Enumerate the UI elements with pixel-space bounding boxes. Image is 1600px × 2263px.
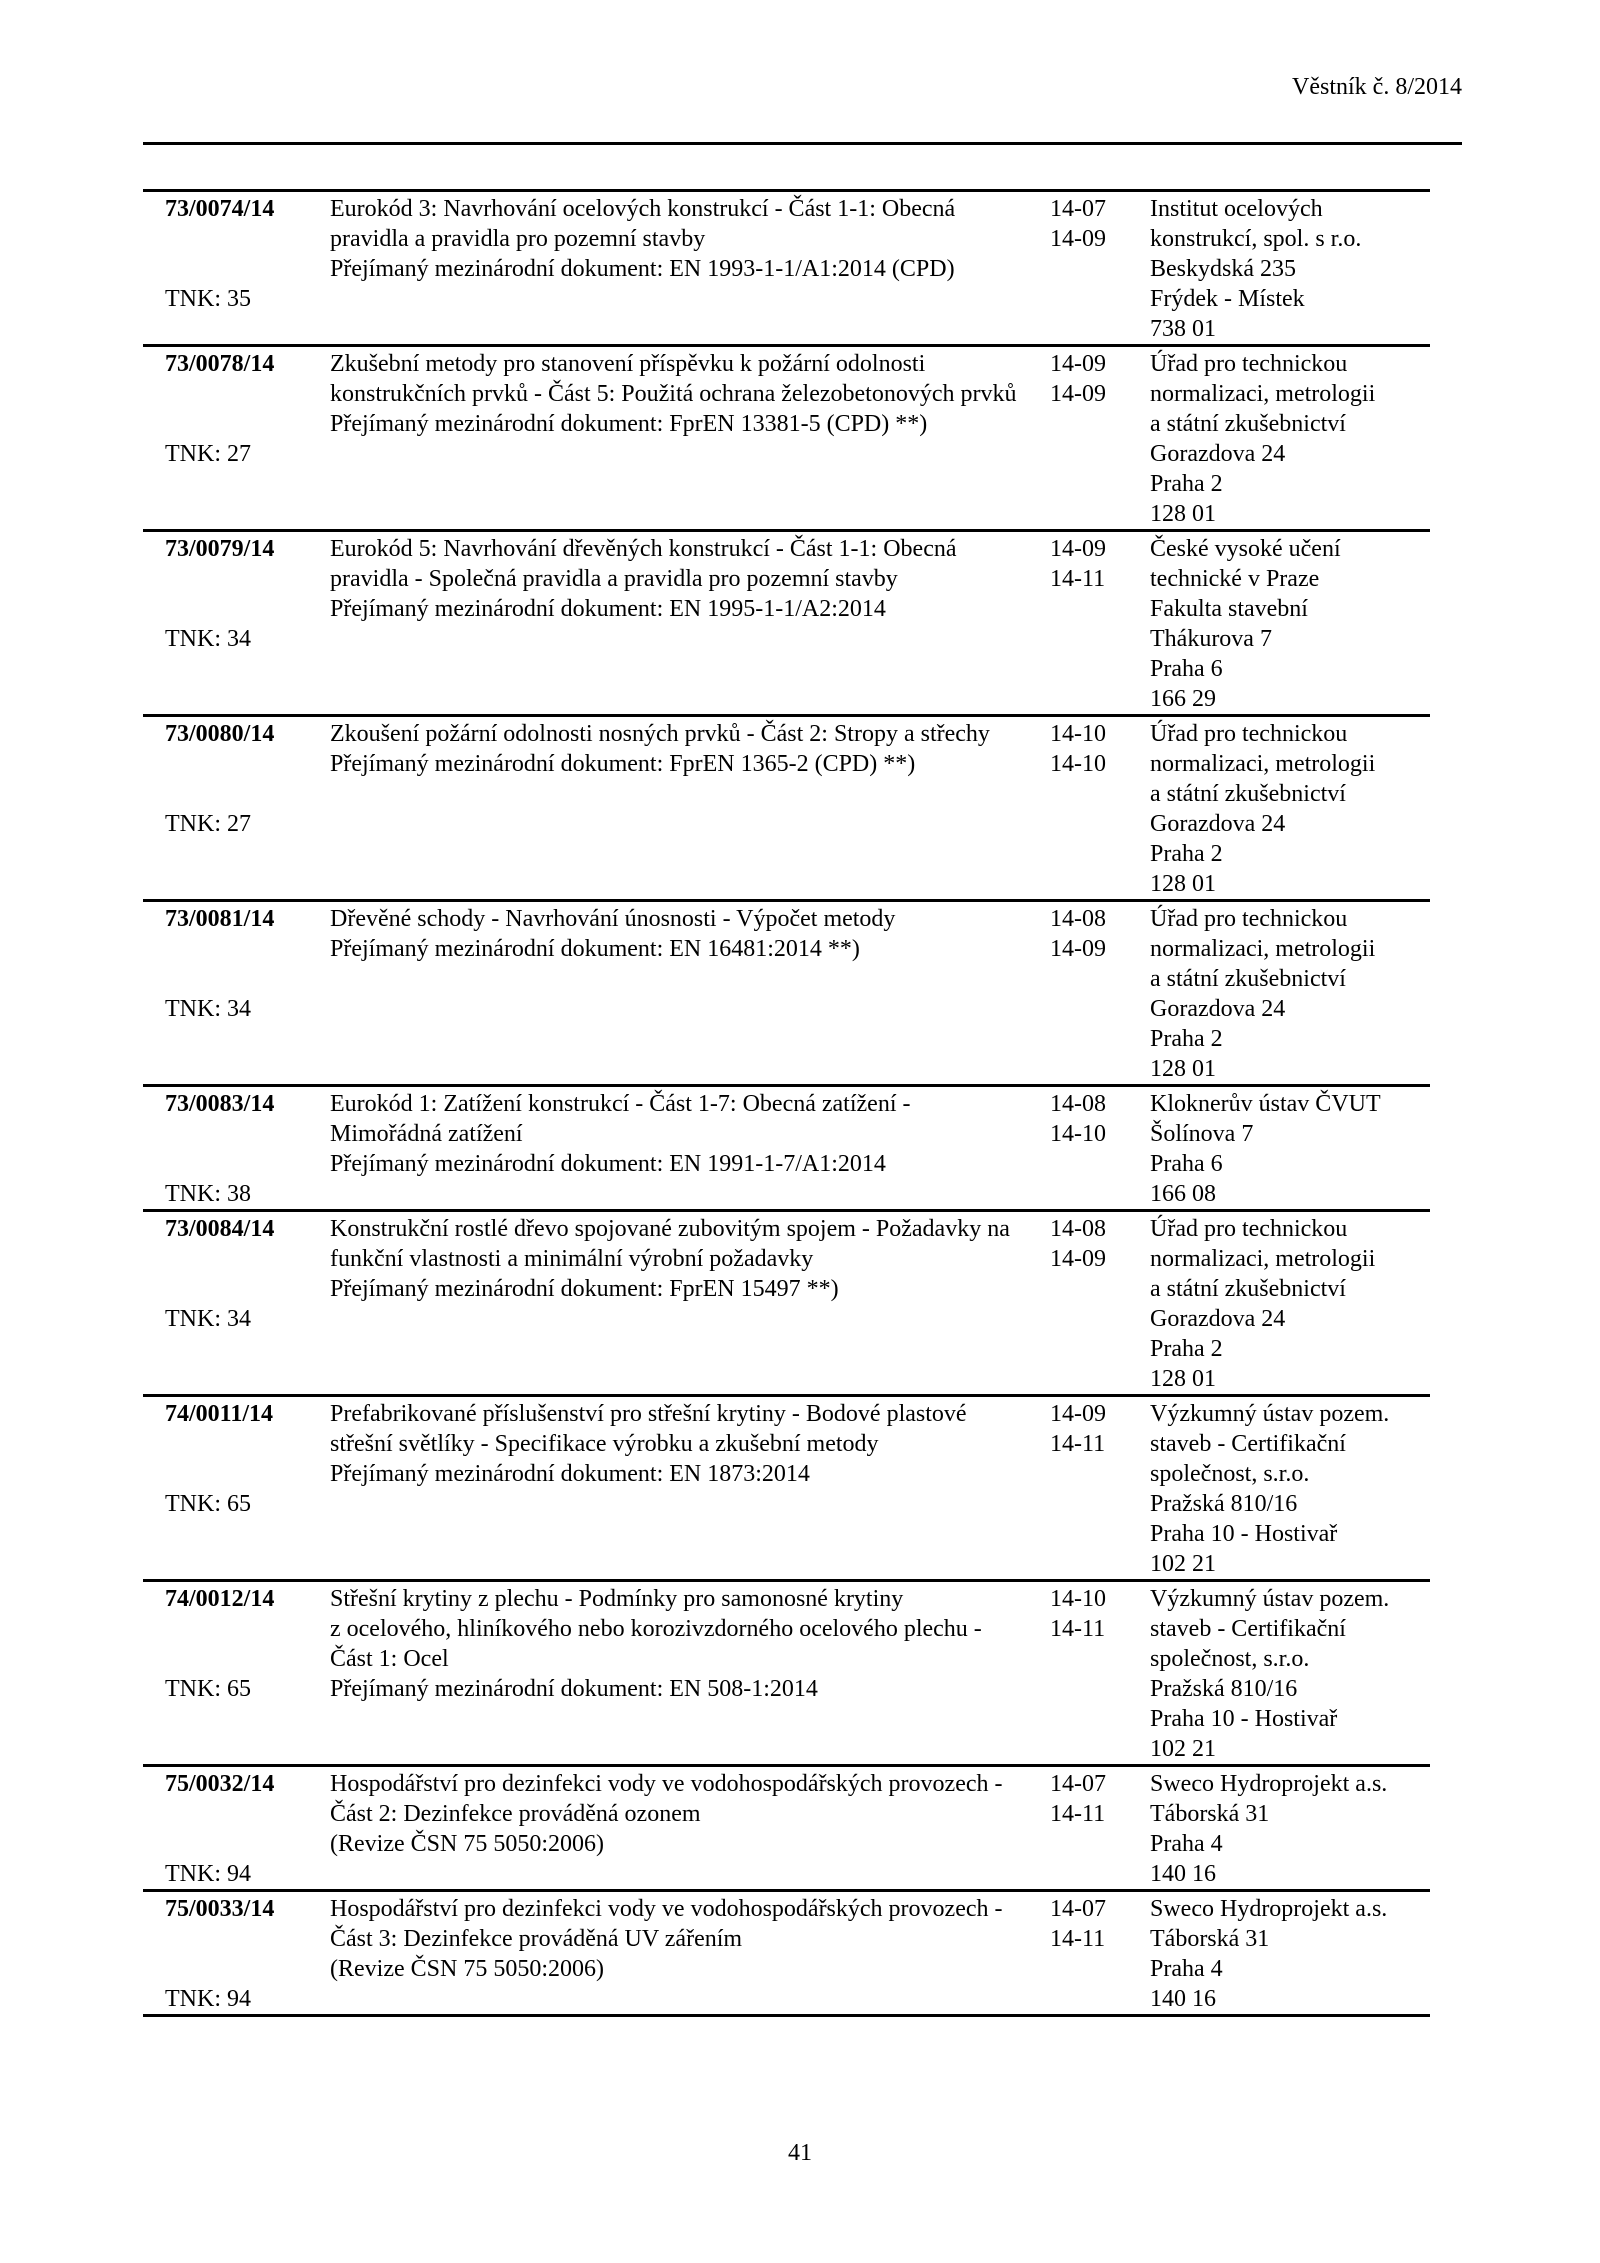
description-line: Eurokód 5: Navrhování dřevěných konstrukcí - Část 1-1: Obecná <box>330 536 957 562</box>
table-row <box>143 1579 1430 1764</box>
standards-table <box>143 189 1430 2017</box>
date-value: 14-07 <box>1050 1771 1106 1797</box>
table-row <box>143 1394 1430 1579</box>
date-value: 14-10 <box>1050 1121 1106 1147</box>
organization-line: Frýdek - Místek <box>1150 286 1305 312</box>
record-description <box>330 1089 1050 1209</box>
record-dates <box>1050 719 1150 899</box>
organization-line: 128 01 <box>1150 871 1216 897</box>
record-description <box>330 1584 1050 1764</box>
record-id: 74/0012/14 <box>165 1586 275 1612</box>
organization-line: Praha 2 <box>1150 471 1223 497</box>
organization-line: normalizaci, metrologii <box>1150 751 1376 777</box>
record-dates <box>1050 904 1150 1084</box>
date-value: 14-09 <box>1050 381 1106 407</box>
organization-line: konstrukcí, spol. s r.o. <box>1150 226 1362 252</box>
description-line: Část 2: Dezinfekce prováděná ozonem <box>330 1801 701 1827</box>
record-organization <box>1150 1089 1430 1209</box>
record-organization <box>1150 194 1430 344</box>
record-id-column <box>143 1089 330 1209</box>
organization-line: Šolínova 7 <box>1150 1121 1254 1147</box>
record-id-column <box>143 194 330 344</box>
organization-line: staveb - Certifikační <box>1150 1431 1346 1457</box>
organization-line: společnost, s.r.o. <box>1150 1461 1310 1487</box>
organization-line: Pražská 810/16 <box>1150 1676 1298 1702</box>
organization-line: Beskydská 235 <box>1150 256 1296 282</box>
date-value: 14-09 <box>1050 1246 1106 1272</box>
record-description <box>330 1399 1050 1579</box>
record-id: 73/0074/14 <box>165 196 275 222</box>
organization-line: Praha 4 <box>1150 1831 1223 1857</box>
record-description <box>330 349 1050 529</box>
record-id: 73/0078/14 <box>165 351 275 377</box>
record-id-column <box>143 349 330 529</box>
date-value: 14-11 <box>1050 1801 1106 1827</box>
organization-line: normalizaci, metrologii <box>1150 936 1376 962</box>
organization-line: Táborská 31 <box>1150 1801 1270 1827</box>
description-line: Eurokód 1: Zatížení konstrukcí - Část 1-7: Obecná zatížení - <box>330 1091 911 1117</box>
description-line: konstrukčních prvků - Část 5: Použitá ochrana železobetonových prvků <box>330 381 1017 407</box>
record-description <box>330 534 1050 714</box>
description-line: Zkušební metody pro stanovení příspěvku k požární odolnosti <box>330 351 926 377</box>
record-id: 73/0080/14 <box>165 721 275 747</box>
description-line: Přejímaný mezinárodní dokument: EN 508-1:2014 <box>330 1676 818 1702</box>
description-line: z ocelového, hliníkového nebo korozivzdorného ocelového plechu - <box>330 1616 982 1642</box>
record-description <box>330 1769 1050 1889</box>
organization-line: staveb - Certifikační <box>1150 1616 1346 1642</box>
record-organization <box>1150 1214 1430 1394</box>
record-id: 75/0032/14 <box>165 1771 275 1797</box>
tnk-label: TNK: 27 <box>165 811 251 837</box>
record-id-column <box>143 1214 330 1394</box>
tnk-label: TNK: 38 <box>165 1181 251 1207</box>
tnk-label: TNK: 34 <box>165 626 251 652</box>
tnk-label: TNK: 35 <box>165 286 251 312</box>
date-value: 14-09 <box>1050 1401 1106 1427</box>
record-organization <box>1150 1894 1430 2014</box>
organization-line: Gorazdova 24 <box>1150 1306 1286 1332</box>
record-dates <box>1050 1089 1150 1209</box>
organization-line: 102 21 <box>1150 1736 1216 1762</box>
organization-line: Úřad pro technickou <box>1150 1216 1348 1242</box>
record-description <box>330 1894 1050 2014</box>
description-line: Dřevěné schody - Navrhování únosnosti - Výpočet metody <box>330 906 896 932</box>
record-description <box>330 719 1050 899</box>
record-id-column <box>143 1769 330 1889</box>
organization-line: Praha 4 <box>1150 1956 1223 1982</box>
record-dates <box>1050 1584 1150 1764</box>
tnk-label: TNK: 65 <box>165 1491 251 1517</box>
organization-line: Výzkumný ústav pozem. <box>1150 1401 1390 1427</box>
record-id-column <box>143 1584 330 1764</box>
page-number: 41 <box>788 2140 812 2166</box>
date-value: 14-08 <box>1050 1091 1106 1117</box>
organization-line: Úřad pro technickou <box>1150 721 1348 747</box>
date-value: 14-10 <box>1050 721 1106 747</box>
organization-line: 128 01 <box>1150 1366 1216 1392</box>
description-line: Hospodářství pro dezinfekci vody ve vodohospodářských provozech - <box>330 1896 1003 1922</box>
date-value: 14-10 <box>1050 751 1106 777</box>
organization-line: 128 01 <box>1150 1056 1216 1082</box>
record-description <box>330 904 1050 1084</box>
organization-line: normalizaci, metrologii <box>1150 381 1376 407</box>
description-line: Část 1: Ocel <box>330 1646 449 1672</box>
description-line: Část 3: Dezinfekce prováděná UV zářením <box>330 1926 743 1952</box>
record-id-column <box>143 534 330 714</box>
record-organization <box>1150 349 1430 529</box>
description-line: Mimořádná zatížení <box>330 1121 523 1147</box>
description-line: Prefabrikované příslušenství pro střešní krytiny - Bodové plastové <box>330 1401 967 1427</box>
record-dates <box>1050 349 1150 529</box>
record-organization <box>1150 1769 1430 1889</box>
date-value: 14-07 <box>1050 1896 1106 1922</box>
record-dates <box>1050 1769 1150 1889</box>
description-line: Přejímaný mezinárodní dokument: EN 1873:2014 <box>330 1461 810 1487</box>
description-line: Přejímaný mezinárodní dokument: EN 1995-1-1/A2:2014 <box>330 596 886 622</box>
record-description <box>330 194 1050 344</box>
date-value: 14-11 <box>1050 1926 1106 1952</box>
organization-line: Gorazdova 24 <box>1150 441 1286 467</box>
journal-title: Věstník č. 8/2014 <box>1292 74 1462 100</box>
organization-line: normalizaci, metrologii <box>1150 1246 1376 1272</box>
table-row <box>143 1084 1430 1209</box>
organization-line: a státní zkušebnictví <box>1150 966 1346 992</box>
description-line: Konstrukční rostlé dřevo spojované zubovitým spojem - Požadavky na <box>330 1216 1010 1242</box>
record-dates <box>1050 194 1150 344</box>
organization-line: technické v Praze <box>1150 566 1320 592</box>
description-line: funkční vlastnosti a minimální výrobní požadavky <box>330 1246 814 1272</box>
record-id-column <box>143 1399 330 1579</box>
tnk-label: TNK: 34 <box>165 1306 251 1332</box>
record-dates <box>1050 1399 1150 1579</box>
organization-line: Praha 10 - Hostivař <box>1150 1521 1338 1547</box>
organization-line: Úřad pro technickou <box>1150 351 1348 377</box>
organization-line: a státní zkušebnictví <box>1150 1276 1346 1302</box>
organization-line: společnost, s.r.o. <box>1150 1646 1310 1672</box>
organization-line: Praha 6 <box>1150 656 1223 682</box>
description-line: Přejímaný mezinárodní dokument: EN 1993-1-1/A1:2014 (CPD) <box>330 256 955 282</box>
description-line: Hospodářství pro dezinfekci vody ve vodohospodářských provozech - <box>330 1771 1003 1797</box>
organization-line: 166 08 <box>1150 1181 1216 1207</box>
organization-line: 102 21 <box>1150 1551 1216 1577</box>
tnk-label: TNK: 94 <box>165 1861 251 1887</box>
organization-line: Gorazdova 24 <box>1150 811 1286 837</box>
record-id-column <box>143 1894 330 2014</box>
organization-line: Výzkumný ústav pozem. <box>1150 1586 1390 1612</box>
organization-line: Institut ocelových <box>1150 196 1323 222</box>
organization-line: Thákurova 7 <box>1150 626 1272 652</box>
description-line: Eurokód 3: Navrhování ocelových konstrukcí - Část 1-1: Obecná <box>330 196 956 222</box>
record-id: 73/0084/14 <box>165 1216 275 1242</box>
record-id: 73/0083/14 <box>165 1091 275 1117</box>
organization-line: Úřad pro technickou <box>1150 906 1348 932</box>
record-id: 75/0033/14 <box>165 1896 275 1922</box>
organization-line: 140 16 <box>1150 1861 1216 1887</box>
date-value: 14-11 <box>1050 1616 1106 1642</box>
date-value: 14-09 <box>1050 536 1106 562</box>
description-line: pravidla - Společná pravidla a pravidla pro pozemní stavby <box>330 566 898 592</box>
record-dates <box>1050 1894 1150 2014</box>
organization-line: Praha 2 <box>1150 841 1223 867</box>
record-dates <box>1050 534 1150 714</box>
description-line: střešní světlíky - Specifikace výrobku a zkušební metody <box>330 1431 879 1457</box>
description-line: pravidla a pravidla pro pozemní stavby <box>330 226 706 252</box>
record-id-column <box>143 719 330 899</box>
date-value: 14-11 <box>1050 1431 1106 1457</box>
record-organization <box>1150 1584 1430 1764</box>
date-value: 14-09 <box>1050 936 1106 962</box>
description-line: Přejímaný mezinárodní dokument: EN 1991-1-7/A1:2014 <box>330 1151 886 1177</box>
organization-line: Fakulta stavební <box>1150 596 1308 622</box>
tnk-label: TNK: 27 <box>165 441 251 467</box>
table-row <box>143 1209 1430 1394</box>
description-line: Přejímaný mezinárodní dokument: FprEN 1365-2 (CPD) **) <box>330 751 916 777</box>
organization-line: 140 16 <box>1150 1986 1216 2012</box>
description-line: Přejímaný mezinárodní dokument: EN 16481:2014 **) <box>330 936 860 962</box>
date-value: 14-11 <box>1050 566 1106 592</box>
record-organization <box>1150 1399 1430 1579</box>
tnk-label: TNK: 65 <box>165 1676 251 1702</box>
organization-line: Gorazdova 24 <box>1150 996 1286 1022</box>
description-line: (Revize ČSN 75 5050:2006) <box>330 1956 604 1982</box>
organization-line: a státní zkušebnictví <box>1150 781 1346 807</box>
record-id-column <box>143 904 330 1084</box>
organization-line: 166 29 <box>1150 686 1216 712</box>
record-id: 73/0081/14 <box>165 906 275 932</box>
organization-line: Sweco Hydroprojekt a.s. <box>1150 1771 1388 1797</box>
organization-line: Praha 2 <box>1150 1026 1223 1052</box>
tnk-label: TNK: 34 <box>165 996 251 1022</box>
description-line: Přejímaný mezinárodní dokument: FprEN 13381-5 (CPD) **) <box>330 411 928 437</box>
organization-line: Praha 2 <box>1150 1336 1223 1362</box>
table-row <box>143 714 1430 899</box>
tnk-label: TNK: 94 <box>165 1986 251 2012</box>
record-description <box>330 1214 1050 1394</box>
organization-line: Sweco Hydroprojekt a.s. <box>1150 1896 1388 1922</box>
table-row <box>143 189 1430 344</box>
record-organization <box>1150 904 1430 1084</box>
table-row <box>143 344 1430 529</box>
header-rule <box>143 142 1462 145</box>
date-value: 14-08 <box>1050 906 1106 932</box>
record-organization <box>1150 719 1430 899</box>
record-id: 73/0079/14 <box>165 536 275 562</box>
date-value: 14-09 <box>1050 351 1106 377</box>
date-value: 14-10 <box>1050 1586 1106 1612</box>
description-line: Přejímaný mezinárodní dokument: FprEN 15497 **) <box>330 1276 839 1302</box>
record-id: 74/0011/14 <box>165 1401 274 1427</box>
table-row <box>143 1889 1430 2014</box>
table-row <box>143 1764 1430 1889</box>
date-value: 14-08 <box>1050 1216 1106 1242</box>
organization-line: České vysoké učení <box>1150 536 1341 562</box>
date-value: 14-07 <box>1050 196 1106 222</box>
organization-line: 128 01 <box>1150 501 1216 527</box>
organization-line: 738 01 <box>1150 316 1216 342</box>
organization-line: Praha 6 <box>1150 1151 1223 1177</box>
table-row <box>143 899 1430 1084</box>
organization-line: Pražská 810/16 <box>1150 1491 1298 1517</box>
description-line: Střešní krytiny z plechu - Podmínky pro samonosné krytiny <box>330 1586 904 1612</box>
organization-line: Praha 10 - Hostivař <box>1150 1706 1338 1732</box>
table-row <box>143 529 1430 714</box>
record-dates <box>1050 1214 1150 1394</box>
organization-line: a státní zkušebnictví <box>1150 411 1346 437</box>
record-organization <box>1150 534 1430 714</box>
description-line: Zkoušení požární odolnosti nosných prvků - Část 2: Stropy a střechy <box>330 721 990 747</box>
organization-line: Táborská 31 <box>1150 1926 1270 1952</box>
organization-line: Kloknerův ústav ČVUT <box>1150 1091 1381 1117</box>
date-value: 14-09 <box>1050 226 1106 252</box>
description-line: (Revize ČSN 75 5050:2006) <box>330 1831 604 1857</box>
